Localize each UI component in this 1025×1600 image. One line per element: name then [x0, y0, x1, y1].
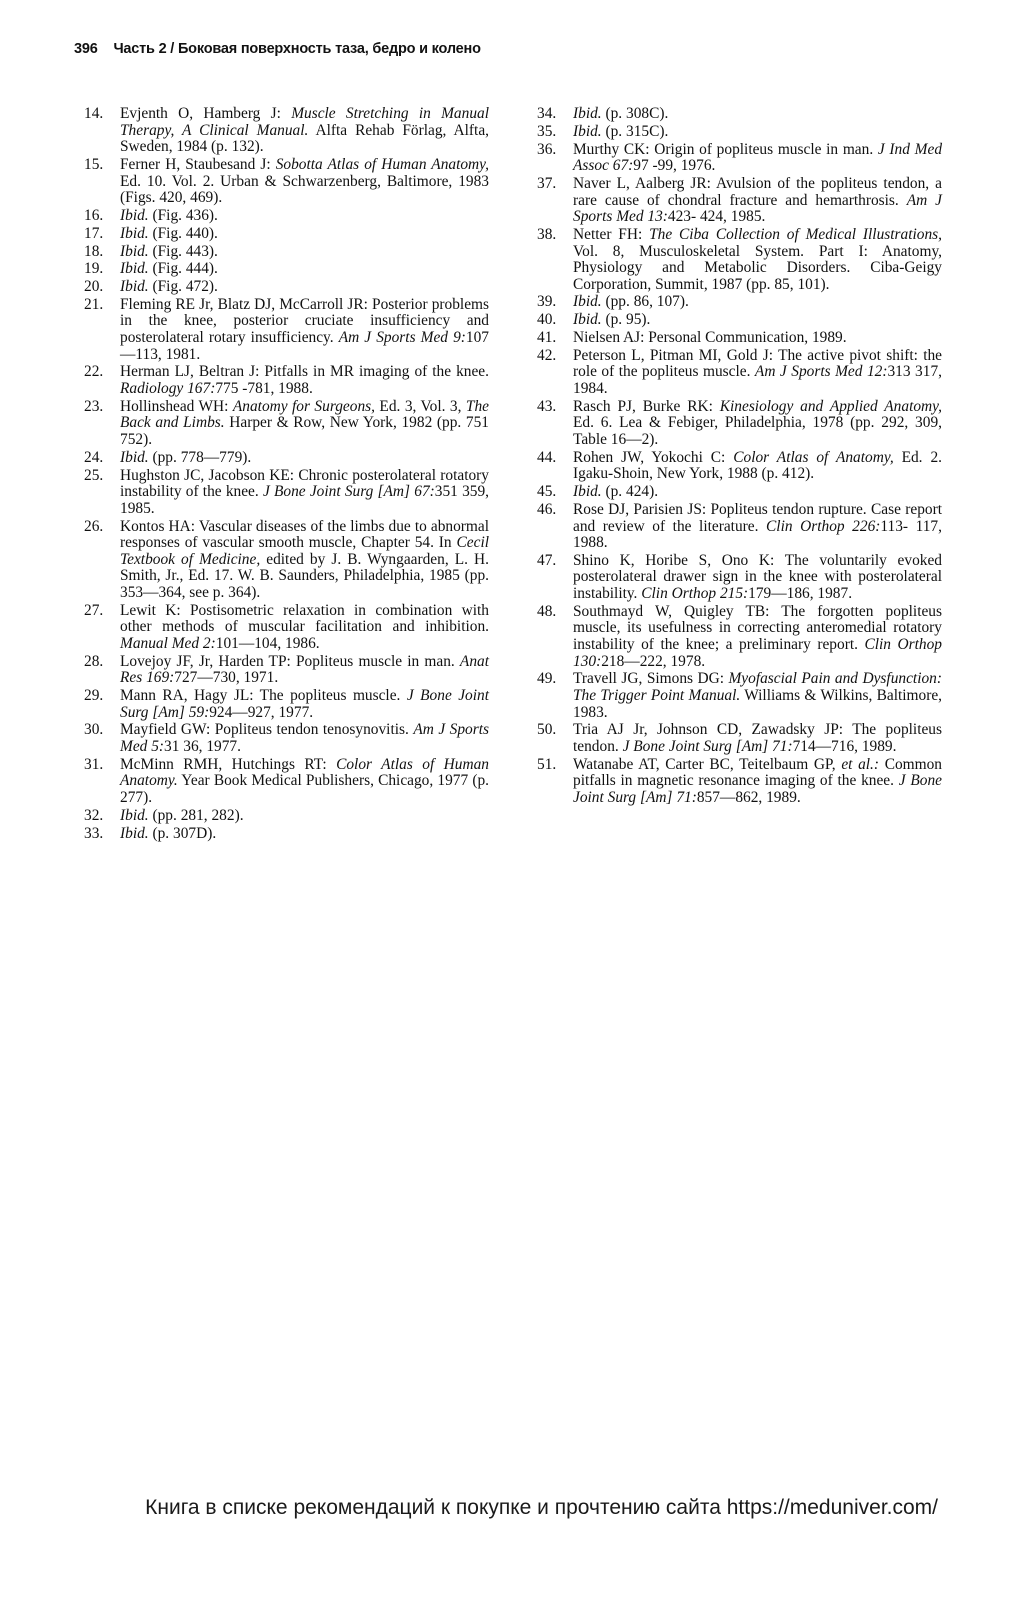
reference-item: [84, 399, 489, 449]
reference-text: Ibid. (Fig. 444).: [120, 260, 218, 278]
reference-text: Kontos HA: Vascular diseases of the limbs due to abnormal responses of vascular smooth muscle, Chapter 54. In Cecil Textbook of Medicine, edited by J. B. Wyngaarden, L. H. Smith, Jr., Ed. 17. W. B. Saunders, Philadelphia, 1985 (pp. 353—364, see p. 364).: [120, 517, 489, 601]
reference-text: Travell JG, Simons DG: Myofascial Pain and Dysfunction: The Trigger Point Manual. Williams & Wilkins, Baltimore, 1983.: [573, 670, 942, 721]
reference-item: [84, 722, 489, 755]
reference-number: 39.: [537, 293, 557, 311]
page-number: 396: [74, 41, 98, 57]
reference-item: [537, 502, 942, 552]
reference-number: 25.: [84, 466, 104, 484]
running-title: Часть 2 / Боковая поверхность таза, бедро и колено: [113, 41, 481, 57]
reference-item: [537, 106, 942, 123]
reference-number: 38.: [537, 225, 557, 243]
reference-item: [537, 671, 942, 721]
reference-text: Shino K, Horibe S, Ono K: The voluntarily evoked posterolateral drawer sign in the knee with posterolateral instability. Clin Orthop 215:179—186, 1987.: [573, 551, 942, 603]
reference-number: 37.: [537, 174, 557, 192]
reference-item: [84, 208, 489, 225]
reference-number: 22.: [84, 363, 104, 381]
reference-text: Lewit K: Postisometric relaxation in combination with other methods of muscular facilitation and inhibition. Manual Med 2:101—104, 1986.: [120, 601, 489, 652]
reference-item: [84, 261, 489, 278]
reference-text: Ibid. (p. 315C).: [573, 122, 669, 140]
reference-text: Hollinshead WH: Anatomy for Surgeons, Ed. 3, Vol. 3, The Back and Limbs. Harper & Row, New York, 1982 (pp. 751 752).: [120, 397, 489, 448]
reference-item: [84, 157, 489, 207]
reference-text: Ibid. (pp. 281, 282).: [120, 806, 244, 824]
reference-text: Nielsen AJ: Personal Communication, 1989.: [573, 329, 847, 347]
reference-text: Ibid. (p. 95).: [573, 311, 651, 329]
reference-number: 28.: [84, 652, 104, 670]
reference-text: Netter FH: The Ciba Collection of Medical Illustrations, Vol. 8, Musculoskeletal System. Part I: Anatomy, Physiology and Metabolic Disorders. Ciba-Geigy Corporation, Summit, 1987 (pp. 85, 101).: [573, 225, 942, 293]
reference-text: Ibid. (pp. 86, 107).: [573, 293, 689, 311]
reference-number: 16.: [84, 206, 104, 224]
reference-text: Peterson L, Pitman MI, Gold J: The active pivot shift: the role of the popliteus muscle. Am J Sports Med 12:313 317, 1984.: [573, 346, 942, 397]
reference-number: 21.: [84, 295, 104, 313]
references-column-left: [84, 106, 489, 843]
reference-item: [537, 176, 942, 226]
reference-number: 29.: [84, 687, 104, 704]
reference-number: 27.: [84, 601, 104, 619]
reference-number: 26.: [84, 517, 104, 535]
reference-text: Southmayd W, Quigley TB: The forgotten popliteus muscle, its usefulness in correcting anteromedial rotatory instability of the knee; a preliminary report. Clin Orthop 130:218—222, 1978.: [573, 602, 942, 670]
reference-text: Ibid. (p. 308C).: [573, 105, 669, 122]
reference-item: [84, 297, 489, 363]
reference-number: 14.: [84, 105, 104, 122]
reference-text: Herman LJ, Beltran J: Pitfalls in MR imaging of the knee. Radiology 167:775 -781, 1988.: [120, 363, 489, 397]
reference-item: [537, 450, 942, 483]
reference-item: [537, 348, 942, 398]
reference-number: 45.: [537, 483, 557, 501]
reference-number: 48.: [537, 602, 557, 620]
reference-text: Murthy CK: Origin of popliteus muscle in man. J Ind Med Assoc 67:97 -99, 1976.: [573, 140, 943, 175]
footer-note: Книга в списке рекомендаций к покупке и прочтению сайта https://meduniver.com/: [145, 1496, 938, 1519]
reference-item: [537, 553, 942, 603]
reference-text: Watanabe AT, Carter BC, Teitelbaum GP, et al.: Common pitfalls in magnetic resonance imaging of the knee. J Bone Joint Surg [Am] 71:857—862, 1989.: [573, 755, 942, 806]
reference-item: [84, 468, 489, 518]
reference-text: Evjenth O, Hamberg J: Muscle Stretching in Manual Therapy, A Clinical Manual. Alfta Rehab Förlag, Alfta, Sweden, 1984 (p. 132).: [120, 105, 489, 156]
reference-text: Ibid. (Fig. 443).: [120, 242, 218, 260]
reference-text: Naver L, Aalberg JR: Avulsion of the popliteus tendon, a rare cause of chondral fracture and hemarthrosis. Am J Sports Med 13:423- 424, 1985.: [573, 174, 942, 226]
reference-number: 19.: [84, 260, 104, 278]
reference-number: 17.: [84, 224, 104, 242]
reference-item: [537, 757, 942, 807]
references-column-right: [537, 106, 942, 808]
reference-text: Ibid. (p. 307D).: [120, 824, 217, 842]
reference-text: Rasch PJ, Burke RK: Kinesiology and Applied Anatomy, Ed. 6. Lea & Febiger, Philadelphia, 1978 (pp. 292, 309, Table 16—2).: [573, 397, 942, 448]
reference-item: [537, 227, 942, 293]
reference-item: [537, 604, 942, 670]
reference-item: [84, 808, 489, 825]
reference-text: Rose DJ, Parisien JS: Popliteus tendon rupture. Case report and review of the literature. Clin Orthop 226:113- 117, 1988.: [573, 500, 942, 552]
reference-text: Fleming RE Jr, Blatz DJ, McCarroll JR: Posterior problems in the knee, posterior cruciate insufficiency and posterolateral rotary insufficiency. Am J Sports Med 9:107—113, 1981.: [120, 295, 489, 363]
reference-item: [84, 279, 489, 296]
reference-number: 51.: [537, 755, 557, 773]
reference-item: [84, 654, 489, 687]
reference-number: 50.: [537, 721, 557, 739]
reference-item: [537, 399, 942, 449]
reference-item: [537, 294, 942, 311]
reference-text: Tria AJ Jr, Johnson CD, Zawadsky JP: The popliteus tendon. J Bone Joint Surg [Am] 71:714—716, 1989.: [573, 721, 942, 755]
reference-text: Ibid. (Fig. 440).: [120, 224, 218, 242]
reference-text: Lovejoy JF, Jr, Harden TP: Popliteus muscle in man. Anat Res 169:727—730, 1971.: [120, 652, 489, 687]
reference-item: [537, 124, 942, 141]
reference-item: [84, 244, 489, 261]
reference-text: Ibid. (pp. 778—779).: [120, 448, 252, 466]
running-header: [74, 41, 481, 57]
reference-number: 24.: [84, 448, 104, 466]
reference-number: 20.: [84, 278, 104, 296]
reference-text: Hughston JC, Jacobson KE: Chronic posterolateral rotatory instability of the knee. J Bone Joint Surg [Am] 67:351 359, 1985.: [120, 466, 489, 517]
reference-number: 41.: [537, 329, 557, 347]
reference-item: [84, 226, 489, 243]
reference-number: 34.: [537, 105, 557, 122]
reference-text: Ferner H, Staubesand J: Sobotta Atlas of Human Anatomy, Ed. 10. Vol. 2. Urban & Schwarzenberg, Baltimore, 1983 (Figs. 420, 469).: [120, 155, 490, 207]
reference-number: 18.: [84, 242, 104, 260]
reference-number: 40.: [537, 311, 557, 329]
reference-item: [84, 519, 489, 602]
reference-number: 30.: [84, 721, 104, 739]
reference-item: [84, 688, 489, 721]
reference-text: Ibid. (p. 424).: [573, 483, 659, 501]
reference-number: 32.: [84, 806, 104, 824]
reference-item: [537, 722, 942, 755]
reference-item: [537, 312, 942, 329]
reference-number: 49.: [537, 670, 557, 688]
reference-number: 44.: [537, 448, 557, 466]
reference-item: [84, 450, 489, 467]
reference-item: [84, 364, 489, 397]
reference-number: 47.: [537, 551, 557, 569]
reference-item: [84, 106, 489, 156]
reference-number: 46.: [537, 500, 557, 518]
reference-number: 36.: [537, 140, 557, 158]
reference-item: [84, 757, 489, 807]
reference-text: McMinn RMH, Hutchings RT: Color Atlas of Human Anatomy. Year Book Medical Publishers, Chicago, 1977 (p. 277).: [120, 755, 489, 806]
reference-number: 15.: [84, 155, 104, 173]
reference-item: [537, 484, 942, 501]
reference-item: [537, 330, 942, 347]
reference-number: 23.: [84, 397, 104, 415]
reference-number: 43.: [537, 397, 557, 415]
reference-text: Mayfield GW: Popliteus tendon tenosynovitis. Am J Sports Med 5:31 36, 1977.: [120, 721, 489, 755]
reference-number: 35.: [537, 122, 557, 140]
reference-number: 33.: [84, 824, 104, 842]
reference-text: Mann RA, Hagy JL: The popliteus muscle. J Bone Joint Surg [Am] 59:924—927, 1977.: [120, 687, 489, 721]
reference-item: [537, 142, 942, 175]
reference-text: Rohen JW, Yokochi C: Color Atlas of Anatomy, Ed. 2. Igaku-Shoin, New York, 1988 (p. 412).: [573, 448, 942, 483]
reference-text: Ibid. (Fig. 472).: [120, 278, 218, 296]
reference-number: 42.: [537, 346, 557, 364]
reference-item: [84, 603, 489, 653]
reference-item: [84, 826, 489, 843]
reference-number: 31.: [84, 755, 104, 773]
reference-text: Ibid. (Fig. 436).: [120, 206, 218, 224]
